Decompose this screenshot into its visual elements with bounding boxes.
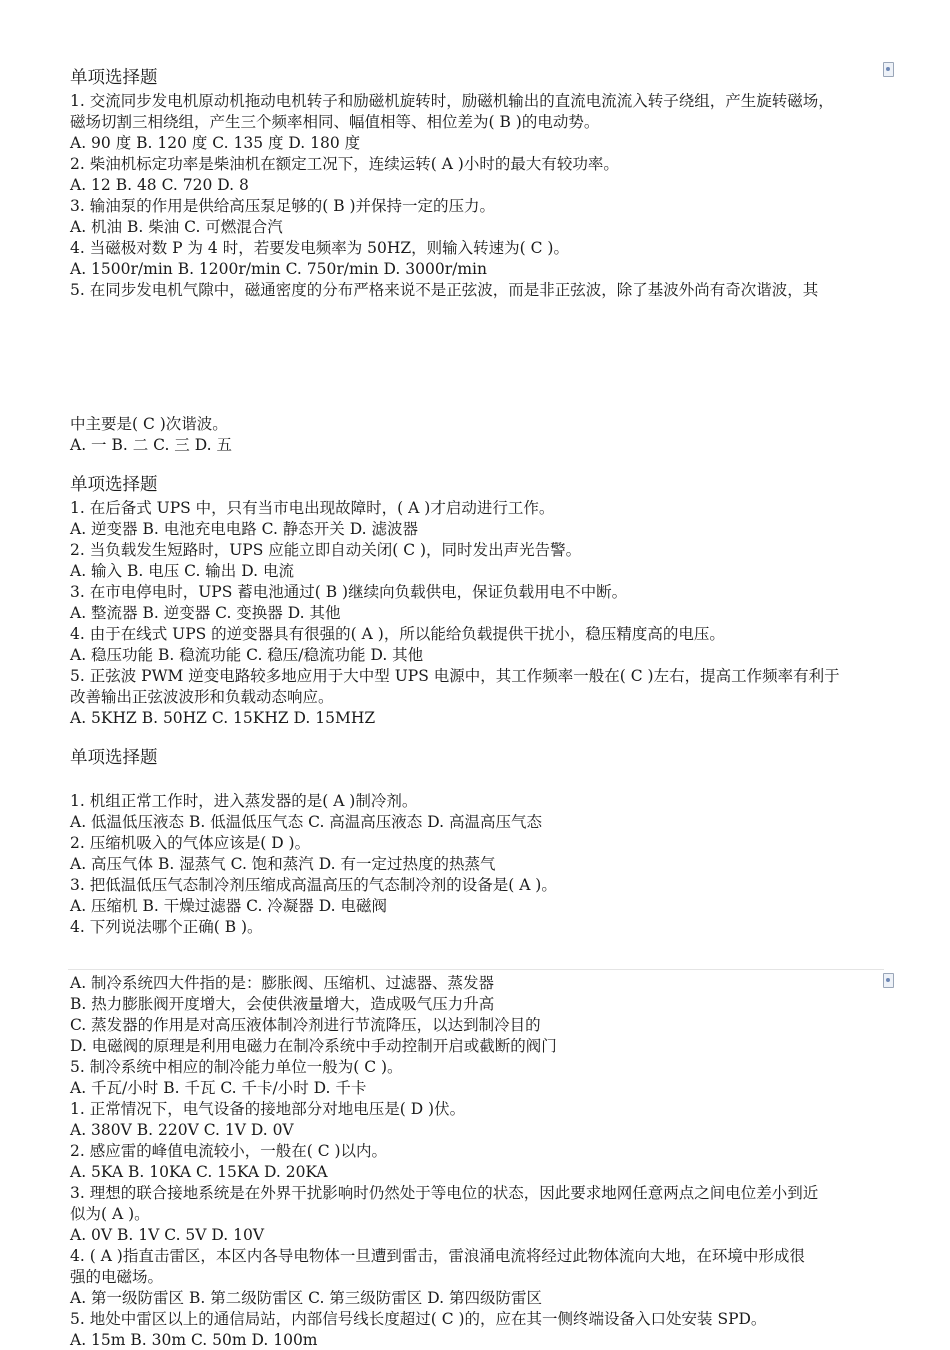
page-icon-bottom bbox=[883, 973, 894, 988]
text-line: 4. 下列说法哪个正确( B )。 bbox=[70, 918, 263, 936]
text-line: A. 逆变器 B. 电池充电电路 C. 静态开关 D. 滤波器 bbox=[70, 520, 418, 538]
text-line: 2. 压缩机吸入的气体应该是( D )。 bbox=[70, 834, 311, 852]
text-line: 1. 交流同步发电机原动机拖动电机转子和励磁机旋转时，励磁机输出的直流电流流入转子绕组，产生旋转磁场， bbox=[70, 92, 834, 110]
text-line: 改善输出正弦波波形和负载动态响应。 bbox=[70, 688, 334, 706]
text-line: 似为( A )。 bbox=[70, 1205, 150, 1223]
text-line: 磁场切割三相绕组，产生三个频率相同、幅值相等、相位差为( B )的电动势。 bbox=[70, 113, 600, 131]
text-line: 强的电磁场。 bbox=[70, 1268, 164, 1286]
text-line: A. 制冷系统四大件指的是：膨胀阀、压缩机、过滤器、蒸发器 bbox=[70, 974, 495, 992]
text-line: A. 整流器 B. 逆变器 C. 变换器 D. 其他 bbox=[70, 604, 341, 622]
text-line: C. 蒸发器的作用是对高压液体制冷剂进行节流降压，以达到制冷目的 bbox=[70, 1016, 541, 1034]
section-heading: 单项选择题 bbox=[70, 748, 158, 768]
text-line: A. 一 B. 二 C. 三 D. 五 bbox=[70, 436, 232, 454]
text-line: 3. 把低温低压气态制冷剂压缩成高温高压的气态制冷剂的设备是( A )。 bbox=[70, 876, 557, 894]
text-line: A. 5KHZ B. 50HZ C. 15KHZ D. 15MHZ bbox=[70, 709, 376, 727]
text-line: A. 0V B. 1V C. 5V D. 10V bbox=[70, 1226, 265, 1244]
text-line: A. 1500r/min B. 1200r/min C. 750r/min D. 3000r/min bbox=[70, 260, 487, 278]
text-line: A. 低温低压液态 B. 低温低压气态 C. 高温高压液态 D. 高温高压气态 bbox=[70, 813, 542, 831]
text-line: 2. 当负载发生短路时，UPS 应能立即自动关闭( C )，同时发出声光告警。 bbox=[70, 541, 582, 559]
text-line: 3. 在市电停电时，UPS 蓄电池通过( B )继续向负载供电，保证负载用电不中断。 bbox=[70, 583, 628, 601]
text-line: A. 千瓦/小时 B. 千瓦 C. 千卡/小时 D. 千卡 bbox=[70, 1079, 367, 1097]
text-line: 5. 正弦波 PWM 逆变电路较多地应用于大中型 UPS 电源中，其工作频率一般在( C )左右，提高工作频率有利于 bbox=[70, 667, 840, 685]
text-line: 2. 柴油机标定功率是柴油机在额定工况下，连续运转( A )小时的最大有较功率。 bbox=[70, 155, 619, 173]
text-line: A. 机油 B. 柴油 C. 可燃混合汽 bbox=[70, 218, 283, 236]
text-line: 5. 制冷系统中相应的制冷能力单位一般为( C )。 bbox=[70, 1058, 403, 1076]
text-line: B. 热力膨胀阀开度增大，会使供液量增大，造成吸气压力升高 bbox=[70, 995, 495, 1013]
text-line: A. 压缩机 B. 干燥过滤器 C. 冷凝器 D. 电磁阀 bbox=[70, 897, 387, 915]
text-line: 3. 输油泵的作用是供给高压泵足够的( B )并保持一定的压力。 bbox=[70, 197, 496, 215]
text-line: A. 90 度 B. 120 度 C. 135 度 D. 180 度 bbox=[70, 134, 361, 152]
text-line: 4. 当磁极对数 P 为 4 时，若要发电频率为 50HZ，则输入转速为( C )。 bbox=[70, 239, 569, 257]
text-line: A. 15m B. 30m C. 50m D. 100m bbox=[70, 1331, 318, 1349]
text-line: 5. 在同步发电机气隙中，磁通密度的分布严格来说不是正弦波，而是非正弦波，除了基波外尚有奇次谐波，其 bbox=[70, 281, 819, 299]
page-icon-top bbox=[883, 62, 894, 77]
section-heading: 单项选择题 bbox=[70, 68, 158, 88]
section-heading: 单项选择题 bbox=[70, 475, 158, 495]
text-line: 5. 地处中雷区以上的通信局站，内部信号线长度超过( C )的，应在其一侧终端设备入口处安装 SPD。 bbox=[70, 1310, 767, 1328]
text-line: 4. ( A )指直击雷区，本区内各导电物体一旦遭到雷击，雷浪涌电流将经过此物体流向大地，在环境中形成很 bbox=[70, 1247, 805, 1265]
text-line: A. 输入 B. 电压 C. 输出 D. 电流 bbox=[70, 562, 294, 580]
text-line: A. 380V B. 220V C. 1V D. 0V bbox=[70, 1121, 294, 1139]
text-line: 1. 机组正常工作时，进入蒸发器的是( A )制冷剂。 bbox=[70, 792, 418, 810]
text-line: 4. 由于在线式 UPS 的逆变器具有很强的( A )，所以能给负载提供干扰小，稳压精度高的电压。 bbox=[70, 625, 725, 643]
text-line: A. 第一级防雷区 B. 第二级防雷区 C. 第三级防雷区 D. 第四级防雷区 bbox=[70, 1289, 542, 1307]
text-line: 1. 正常情况下，电气设备的接地部分对地电压是( D )伏。 bbox=[70, 1100, 466, 1118]
text-line: 1. 在后备式 UPS 中，只有当市电出现故障时，( A )才启动进行工作。 bbox=[70, 499, 555, 517]
text-line: A. 稳压功能 B. 稳流功能 C. 稳压/稳流功能 D. 其他 bbox=[70, 646, 424, 664]
text-line: A. 高压气体 B. 湿蒸气 C. 饱和蒸汽 D. 有一定过热度的热蒸气 bbox=[70, 855, 496, 873]
page-divider bbox=[68, 969, 884, 970]
text-line: A. 12 B. 48 C. 720 D. 8 bbox=[70, 176, 249, 194]
text-line: A. 5KA B. 10KA C. 15KA D. 20KA bbox=[70, 1163, 328, 1181]
text-line: 3. 理想的联合接地系统是在外界干扰影响时仍然处于等电位的状态，因此要求地网任意两点之间电位差小到近 bbox=[70, 1184, 819, 1202]
text-line: 中主要是( C )次谐波。 bbox=[70, 415, 228, 433]
text-line: 2. 感应雷的峰值电流较小，一般在( C )以内。 bbox=[70, 1142, 388, 1160]
text-line: D. 电磁阀的原理是利用电磁力在制冷系统中手动控制开启或截断的阀门 bbox=[70, 1037, 557, 1055]
